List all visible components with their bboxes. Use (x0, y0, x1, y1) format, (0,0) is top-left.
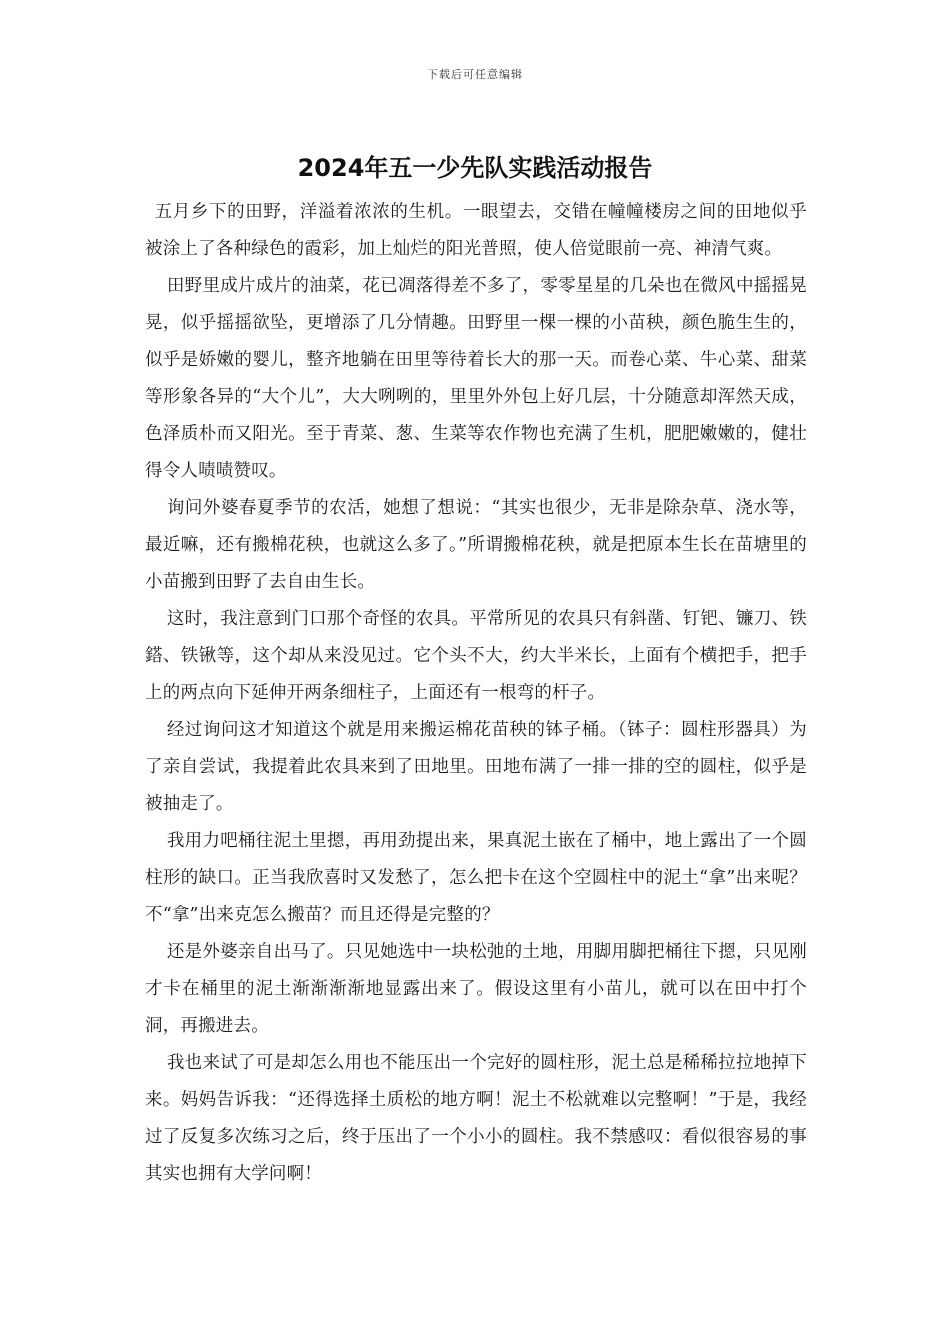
document-body (145, 194, 807, 1193)
paragraph-5: 经过询问这才知道这个就是用来搬运棉花苗秧的钵子桶。（钵子：圆柱形器具）为了亲自尝试，我提着此农具来到了田地里。田地布满了一排一排的空的圆柱，似乎是被抽走了。 (145, 720, 807, 814)
paragraph-3: 询问外婆春夏季节的农活，她想了想说：“其实也很少，无非是除杂草、浇水等，最近嘛，还有搬棉花秧，也就这么多了。”所谓搬棉花秧，就是把原本生长在苗塘里的小苗搬到田野了去自由生长。 (145, 498, 807, 592)
paragraph-8: 我也来试了可是却怎么用也不能压出一个完好的圆柱形，泥土总是稀稀拉拉地掉下来。妈妈告诉我：“还得选择土质松的地方啊！泥土不松就难以完整啊！”于是，我经过了反复多次练习之后，终于压出了一个小小的圆柱。我不禁感叹：看似很容易的事其实也拥有大学问啊！ (145, 1053, 807, 1184)
paragraph-4: 这时，我注意到门口那个奇怪的农具。平常所见的农具只有斜凿、钉钯、镰刀、铁鎝、铁锹等，这个却从来没见过。它个头不大，约大半米长，上面有个横把手，把手上的两点向下延伸开两条细柱子，上面还有一根弯的杆子。 (145, 609, 807, 703)
page-header-note: 下载后可任意编辑 (427, 68, 523, 81)
paragraph-2: 田野里成片成片的油菜，花已凋落得差不多了，零零星星的几朵也在微风中摇摇晃晃，似乎摇摇欲坠，更增添了几分情趣。田野里一棵一棵的小苗秧，颜色脆生生的，似乎是娇嫩的婴儿，整齐地躺在田里等待着长大的那一天。而卷心菜、牛心菜、甜菜等形象各异的“大个儿”，大大咧咧的，里里外外包上好几层，十分随意却浑然天成，色泽质朴而又阳光。至于青菜、葱、生菜等农作物也充满了生机，肥肥嫩嫩的，健壮得令人啧啧赞叹。 (145, 276, 807, 481)
paragraph-1: 五月乡下的田野，洋溢着浓浓的生机。一眼望去，交错在幢幢楼房之间的田地似乎被涂上了各种绿色的霞彩，加上灿烂的阳光普照，使人倍觉眼前一亮、神清气爽。 (145, 202, 807, 259)
paragraph-6: 我用力吧桶往泥土里摁，再用劲提出来，果真泥土嵌在了桶中，地上露出了一个圆柱形的缺口。正当我欣喜时又发愁了，怎么把卡在这个空圆柱中的泥土“拿”出来呢？不“拿”出来克怎么搬苗？而且还得是完整的？ (145, 831, 807, 925)
document-title: 2024年五一少先队实践活动报告 (297, 154, 653, 182)
paragraph-7: 还是外婆亲自出马了。只见她选中一块松弛的土地，用脚用脚把桶往下摁，只见刚才卡在桶里的泥土渐渐渐渐地显露出来了。假设这里有小苗儿，就可以在田中打个洞，再搬进去。 (145, 942, 807, 1036)
